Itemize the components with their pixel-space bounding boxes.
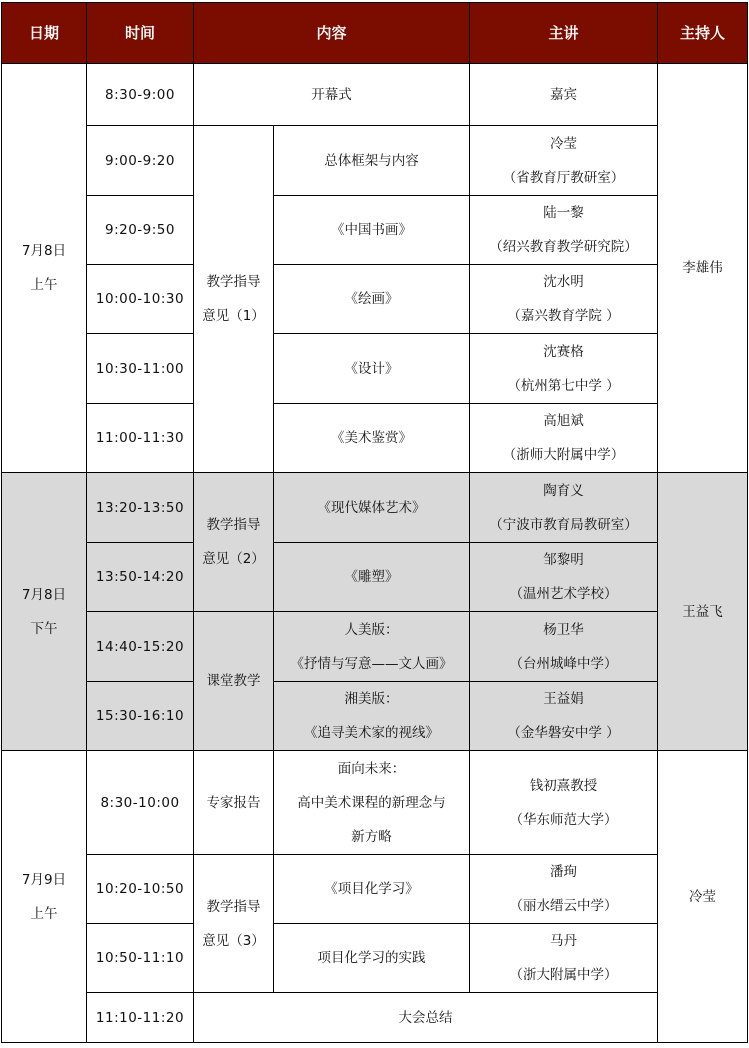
time-cell: 10:00-10:30 bbox=[87, 265, 194, 334]
header-date: 日期 bbox=[2, 3, 87, 64]
table-row bbox=[2, 265, 748, 334]
category-cell: 课堂教学 bbox=[194, 612, 274, 751]
date-cell bbox=[2, 64, 87, 473]
content-cell: 大会总结 bbox=[194, 993, 658, 1043]
time-cell: 8:30-9:00 bbox=[87, 64, 194, 126]
table-row bbox=[2, 924, 748, 993]
speaker-org: （绍兴教育教学研究院） bbox=[489, 239, 638, 255]
content-cell: 《绘画》 bbox=[274, 265, 470, 334]
table-row bbox=[2, 334, 748, 404]
content-cell: 开幕式 bbox=[194, 64, 470, 126]
time-cell: 8:30-10:00 bbox=[87, 751, 194, 855]
speaker-cell bbox=[470, 473, 658, 543]
speaker-name: 王益娟 bbox=[543, 691, 584, 707]
speaker-cell bbox=[470, 612, 658, 682]
speaker-name: 马丹 bbox=[550, 933, 578, 949]
table-row bbox=[2, 751, 748, 855]
header-row bbox=[2, 3, 748, 64]
header-time: 时间 bbox=[87, 3, 194, 64]
time-cell: 9:20-9:50 bbox=[87, 196, 194, 265]
host-cell: 李雄伟 bbox=[658, 64, 748, 473]
speaker-org: （浙大附属中学） bbox=[509, 967, 618, 983]
speaker-name: 沈水明 bbox=[543, 274, 584, 290]
content-cell: 《雕塑》 bbox=[274, 543, 470, 612]
time-cell: 11:10-11:20 bbox=[87, 993, 194, 1043]
category-cell: 专家报告 bbox=[194, 751, 274, 855]
category-cell: 教学指导 意见（1） bbox=[194, 126, 274, 473]
content-cell: 总体框架与内容 bbox=[274, 126, 470, 196]
time-cell: 13:20-13:50 bbox=[87, 473, 194, 543]
speaker-cell bbox=[470, 196, 658, 265]
speaker-name: 高旭斌 bbox=[543, 413, 584, 429]
speaker-cell bbox=[470, 751, 658, 855]
content-cell: 《美术鉴赏》 bbox=[274, 404, 470, 473]
table-row bbox=[2, 404, 748, 473]
speaker-org: （省教育厅教研室） bbox=[502, 169, 625, 186]
speaker-cell bbox=[470, 682, 658, 751]
table-row bbox=[2, 993, 748, 1043]
time-cell: 15:30-16:10 bbox=[87, 682, 194, 751]
header-content: 内容 bbox=[194, 3, 470, 64]
time-cell: 10:30-11:00 bbox=[87, 334, 194, 404]
time-cell: 9:00-9:20 bbox=[87, 126, 194, 196]
period-label: 下午 bbox=[30, 620, 58, 637]
speaker-cell bbox=[470, 924, 658, 993]
category-cell: 教学指导 意见（3） bbox=[194, 855, 274, 993]
period-label: 上午 bbox=[30, 905, 58, 922]
content-cell: 《现代媒体艺术》 bbox=[274, 473, 470, 543]
table-row bbox=[2, 543, 748, 612]
speaker-org: （杭州第七中学 ） bbox=[507, 377, 620, 394]
table-row bbox=[2, 196, 748, 265]
speaker-org: （宁波市教育局教研室） bbox=[489, 516, 638, 533]
speaker-cell bbox=[470, 265, 658, 334]
time-cell: 14:40-15:20 bbox=[87, 612, 194, 682]
time-cell: 13:50-14:20 bbox=[87, 543, 194, 612]
speaker-name: 陶育义 bbox=[543, 482, 584, 499]
schedule-table bbox=[1, 2, 748, 1043]
time-cell: 11:00-11:30 bbox=[87, 404, 194, 473]
date-cell bbox=[2, 473, 87, 751]
speaker-org: （浙师大附属中学） bbox=[502, 447, 625, 463]
speaker-cell bbox=[470, 543, 658, 612]
category-cell: 教学指导 意见（2） bbox=[194, 473, 274, 612]
content-cell: 项目化学习的实践 bbox=[274, 924, 470, 993]
speaker-cell bbox=[470, 404, 658, 473]
time-cell: 10:50-11:10 bbox=[87, 924, 194, 993]
speaker-name: 沈赛格 bbox=[543, 343, 584, 360]
speaker-name: 潘珣 bbox=[550, 864, 578, 880]
date-cell bbox=[2, 751, 87, 1043]
host-cell: 王益飞 bbox=[658, 473, 748, 751]
speaker-org: （嘉兴教育学院 ） bbox=[507, 308, 620, 324]
header-speaker: 主讲 bbox=[470, 3, 658, 64]
speaker-org: （丽水缙云中学） bbox=[509, 898, 618, 914]
speaker-name: 冷莹 bbox=[550, 135, 578, 152]
content-cell: 湘美版： 《追寻美术家的视线》 bbox=[274, 682, 470, 751]
speaker-org: （台州城峰中学） bbox=[509, 655, 618, 672]
date-label: 7月8日 bbox=[21, 243, 67, 259]
speaker-org: （温州艺术学校） bbox=[509, 586, 618, 602]
period-label: 上午 bbox=[30, 277, 58, 293]
date-label: 7月8日 bbox=[21, 586, 67, 603]
table-row bbox=[2, 126, 748, 196]
content-cell: 人美版： 《抒情与写意——文人画》 bbox=[274, 612, 470, 682]
speaker-name: 杨卫华 bbox=[543, 621, 584, 638]
speaker-org: （华东师范大学） bbox=[509, 811, 618, 828]
host-cell: 冷莹 bbox=[658, 751, 748, 1043]
date-label: 7月9日 bbox=[21, 871, 67, 888]
table-row bbox=[2, 473, 748, 543]
content-cell: 面向未来： 高中美术课程的新理念与 新方略 bbox=[274, 751, 470, 855]
header-host: 主持人 bbox=[658, 3, 748, 64]
speaker-name: 陆一黎 bbox=[543, 205, 584, 221]
content-cell: 《设计》 bbox=[274, 334, 470, 404]
speaker-cell bbox=[470, 126, 658, 196]
speaker-cell bbox=[470, 334, 658, 404]
speaker-name: 邹黎明 bbox=[543, 552, 584, 568]
table-row bbox=[2, 64, 748, 126]
content-cell: 《项目化学习》 bbox=[274, 855, 470, 924]
speaker-cell bbox=[470, 855, 658, 924]
content-cell: 《中国书画》 bbox=[274, 196, 470, 265]
speaker-name: 钱初熹教授 bbox=[529, 777, 598, 794]
time-cell: 10:20-10:50 bbox=[87, 855, 194, 924]
table-row bbox=[2, 682, 748, 751]
table-row bbox=[2, 855, 748, 924]
table-row bbox=[2, 612, 748, 682]
speaker-cell: 嘉宾 bbox=[470, 64, 658, 126]
speaker-org: （金华磐安中学 ） bbox=[507, 725, 620, 741]
